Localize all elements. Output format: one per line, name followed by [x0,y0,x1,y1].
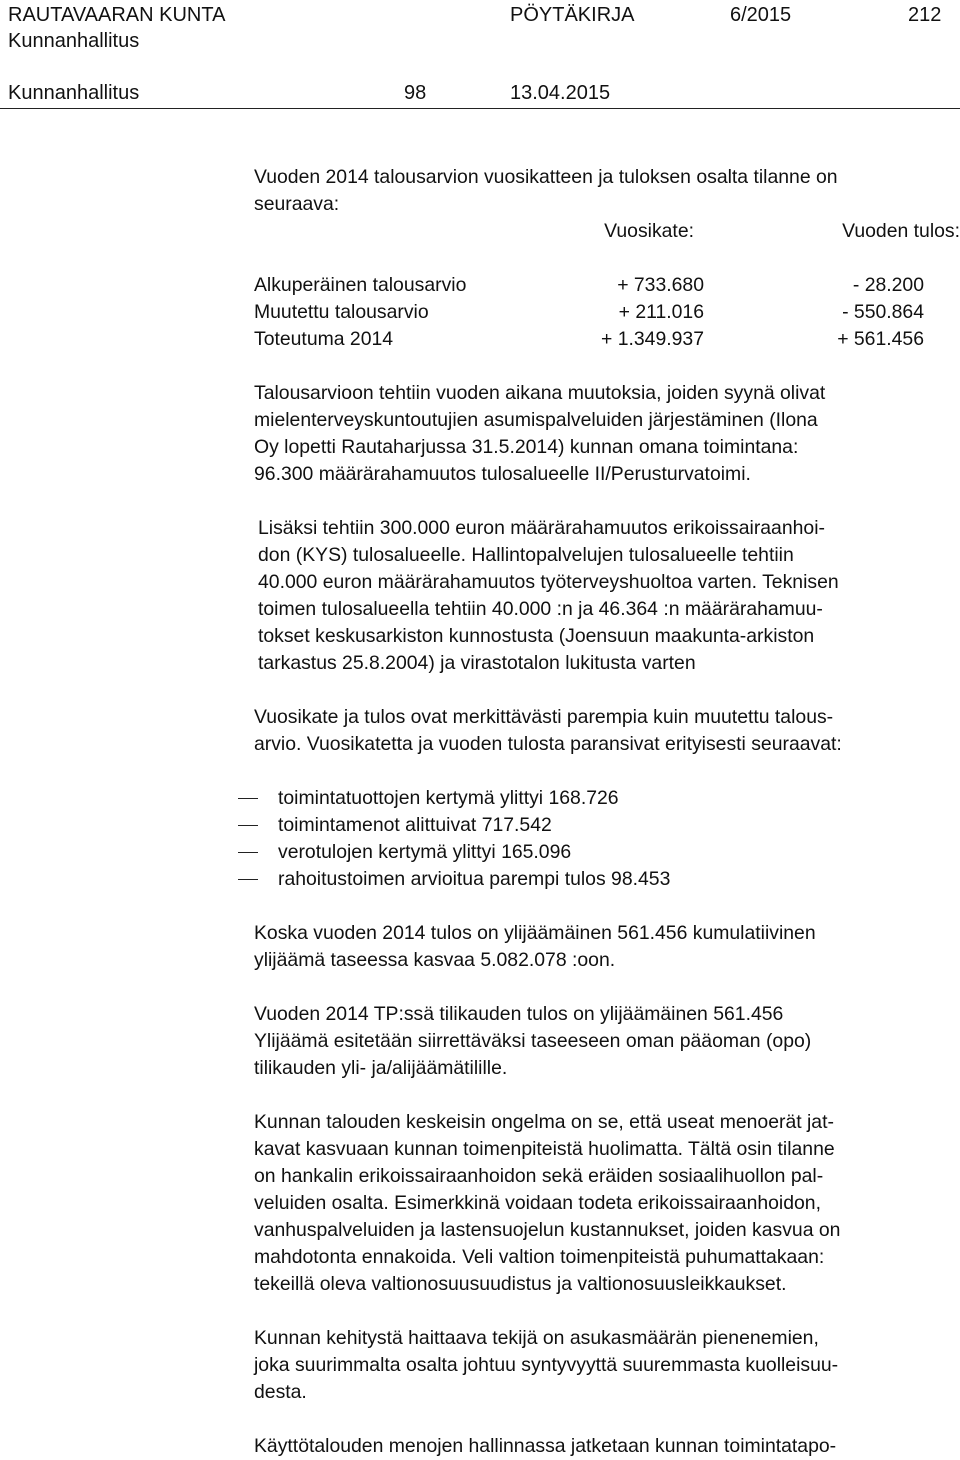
text-line: Vuosikate ja tulos ovat merkittävästi parempia kuin muutettu talous- [254,706,834,728]
paragraph-main-problem [254,1109,960,1298]
text-line: Käyttötalouden menojen hallinnassa jatketaan kunnan toimintatapo- [254,1435,837,1457]
intro-paragraph [254,164,960,218]
list-item-text: rahoitustoimen arvioitua parempi tulos 98.453 [278,868,671,890]
text-line: Kunnan talouden keskeisin ongelma on se, että useat menoerät jat- [254,1111,834,1133]
row-label: Toteutuma 2014 [254,328,394,350]
row-vuosikate: + 211.016 [618,301,704,323]
improvement-list [254,785,960,893]
paragraph-surplus-transfer [254,1001,960,1082]
dash-bullet-icon [238,825,258,826]
text-line: Koska vuoden 2014 tulos on ylijäämäinen 561.456 kumulatiivinen [254,922,816,944]
row-vuosikate: + 1.349.937 [601,328,704,350]
header-page-number: 212 [908,4,942,26]
text-line: Vuoden 2014 talousarvion vuosikatteen ja tuloksen osalta tilanne on [254,166,838,188]
header-body-2: Kunnanhallitus [8,82,140,104]
list-item-text: verotulojen kertymä ylittyi 165.096 [278,841,572,863]
dash-bullet-icon [238,852,258,853]
dash-bullet-icon [238,798,258,799]
table-header-row [254,218,960,245]
document-body [254,164,960,1460]
row-label: Alkuperäinen talousarvio [254,274,467,296]
text-line: seuraava: [254,193,340,215]
text-line: on hankalin erikoissairaanhoidon sekä eräiden sosiaalihuollon pal- [254,1165,824,1187]
list-item-text: toimintamenot alittuivat 717.542 [278,814,552,836]
text-line: desta. [254,1381,307,1403]
paragraph-population [254,1325,960,1406]
list-item [254,866,960,893]
row-label: Muutettu talousarvio [254,301,429,323]
budget-table [254,218,960,353]
text-line: tilikauden yli- ja/alijäämätilille. [254,1057,508,1079]
text-line: Talousarvioon tehtiin vuoden aikana muutoksia, joiden syynä olivat [254,382,826,404]
text-line: 96.300 määrärahamuutos tulosalueelle II/Perusturvatoimi. [254,463,751,485]
header-doc-type: PÖYTÄKIRJA [510,4,635,26]
table-row [254,299,960,326]
column-header-vuosikate: Vuosikate: [604,220,694,242]
paragraph-surplus [254,920,960,974]
text-line: tekeillä oleva valtionosuusuudistus ja valtionosuusleikkaukset. [254,1273,787,1295]
header-body: Kunnanhallitus [8,30,140,52]
paragraph-operating-costs [254,1433,960,1460]
paragraph-results-summary [254,704,960,758]
text-line: Oy lopetti Rautaharjussa 31.5.2014) kunnan omana toimintana: [254,436,799,458]
dash-bullet-icon [238,879,258,880]
text-line: don (KYS) tulosalueelle. Hallintopalvelujen tulosalueelle tehtiin [258,544,794,566]
header-date: 13.04.2015 [510,82,611,104]
text-line: kavat kasvuaan kunnan toimenpiteistä huolimatta. Tältä osin tilanne [254,1138,835,1160]
text-line: joka suurimmalta osalta johtuu syntyvyyttä suuremmasta kuolleisuu- [254,1354,839,1376]
header-section: 98 [404,82,427,104]
list-item [254,785,960,812]
text-line: toimen tulosalueella tehtiin 40.000 :n ja 46.364 :n määrärahamuu- [258,598,823,620]
row-tulos: - 550.864 [842,301,924,323]
text-line: arvio. Vuosikatetta ja vuoden tulosta paransivat erityisesti seuraavat: [254,733,842,755]
text-line: mielenterveyskuntoutujien asumispalveluiden järjestäminen (Ilona [254,409,818,431]
header-doc-number: 6/2015 [730,4,792,26]
paragraph-budget-changes [254,380,960,488]
paragraph-additional-changes [254,515,960,677]
list-item-text: toimintatuottojen kertymä ylittyi 168.726 [278,787,619,809]
text-line: tarkastus 25.8.2004) ja virastotalon lukitusta varten [258,652,696,674]
text-line: Kunnan kehitystä haittaava tekijä on asukasmäärän pienenemien, [254,1327,819,1349]
text-line: tokset keskusarkiston kunnostusta (Joensuun maakunta-arkiston [258,625,815,647]
header-org: RAUTAVAARAN KUNTA [8,4,226,26]
list-item [254,812,960,839]
text-line: Lisäksi tehtiin 300.000 euron määrärahamuutos erikoissairaanhoi- [258,517,825,539]
text-line: 40.000 euron määrärahamuutos työterveyshuoltoa varten. Teknisen [258,571,839,593]
text-line: Ylijäämä esitetään siirrettäväksi taseeseen oman pääoman (opo) [254,1030,812,1052]
column-header-tulos: Vuoden tulos: [842,220,960,242]
text-line: vanhuspalveluiden ja lastensuojelun kustannukset, joiden kasvua on [254,1219,841,1241]
table-row [254,272,960,299]
list-item [254,839,960,866]
text-line: Vuoden 2014 TP:ssä tilikauden tulos on ylijäämäinen 561.456 [254,1003,784,1025]
text-line: mahdotonta ennakoida. Veli valtion toimenpiteistä puhumattakaan: [254,1246,825,1268]
text-line: veluiden osalta. Esimerkkinä voidaan todeta erikoissairaanhoidon, [254,1192,821,1214]
row-tulos: - 28.200 [852,274,924,296]
row-vuosikate: + 733.680 [617,274,704,296]
header-rule [0,108,960,109]
table-row [254,326,960,353]
text-line: ylijäämä taseessa kasvaa 5.082.078 :oon. [254,949,616,971]
row-tulos: + 561.456 [837,328,924,350]
